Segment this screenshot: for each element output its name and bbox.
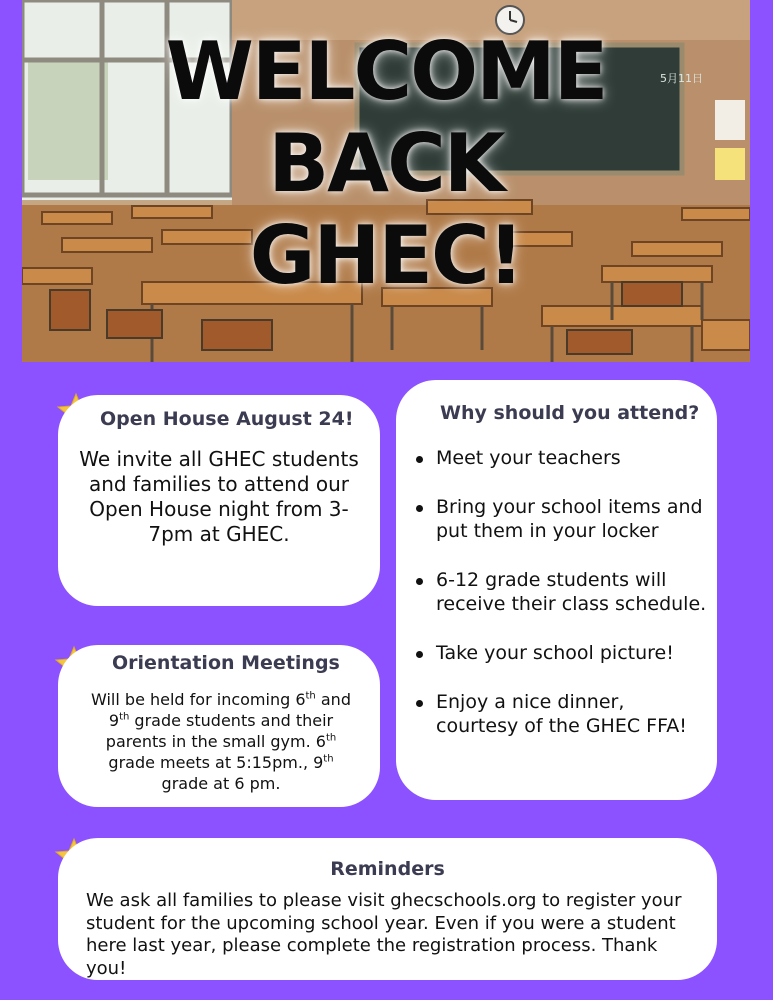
- orientation-text: Will be held for incoming 6: [91, 690, 306, 709]
- orientation-text: grade at 6 pm.: [161, 774, 281, 793]
- hero-title: [22, 26, 750, 302]
- list-item: Enjoy a nice dinner, courtesy of the GHEC FFA!: [414, 690, 707, 738]
- orientation-text: and 9: [108, 690, 351, 730]
- list-item: Meet your teachers: [414, 446, 707, 470]
- orientation-text: grade students and their parents in the small gym. 6: [105, 711, 334, 751]
- orientation-card: [58, 645, 380, 807]
- hero-title-line-2: BACK: [268, 117, 504, 210]
- reminders-body: We ask all families to please visit ghecschools.org to register your student for the upcoming school year. Even if you were a student here last year, please complete the registration process. Thank you!: [86, 890, 682, 979]
- ordinal-suffix: th: [119, 711, 130, 723]
- why-attend-list: [414, 446, 707, 763]
- why-attend-title: Why should you attend?: [440, 402, 700, 424]
- why-attend-card: [396, 380, 717, 800]
- open-house-title: Open House August 24!: [100, 408, 354, 430]
- ordinal-suffix: th: [325, 732, 337, 744]
- orientation-title: Orientation Meetings: [112, 652, 340, 674]
- orientation-text: grade meets at 5:15pm., 9: [108, 753, 324, 772]
- hero-title-line-1: WELCOME: [165, 25, 607, 118]
- hero-photo: [22, 0, 750, 362]
- open-house-body: We invite all GHEC students and families to attend our Open House night from 3-7pm at GHEC.: [79, 447, 359, 546]
- open-house-card: [58, 395, 380, 606]
- orientation-body: [84, 689, 358, 794]
- reminders-title: Reminders: [330, 858, 445, 880]
- list-item: Bring your school items and put them in your locker: [414, 495, 707, 543]
- list-item: 6-12 grade students will receive their class schedule.: [414, 568, 707, 616]
- ordinal-suffix: th: [305, 690, 316, 702]
- ordinal-suffix: th: [323, 753, 334, 765]
- chalkboard-text: 5月11日: [660, 72, 703, 85]
- list-item: Take your school picture!: [414, 641, 707, 665]
- hero-title-line-3: GHEC!: [249, 209, 523, 302]
- reminders-card: [58, 838, 717, 980]
